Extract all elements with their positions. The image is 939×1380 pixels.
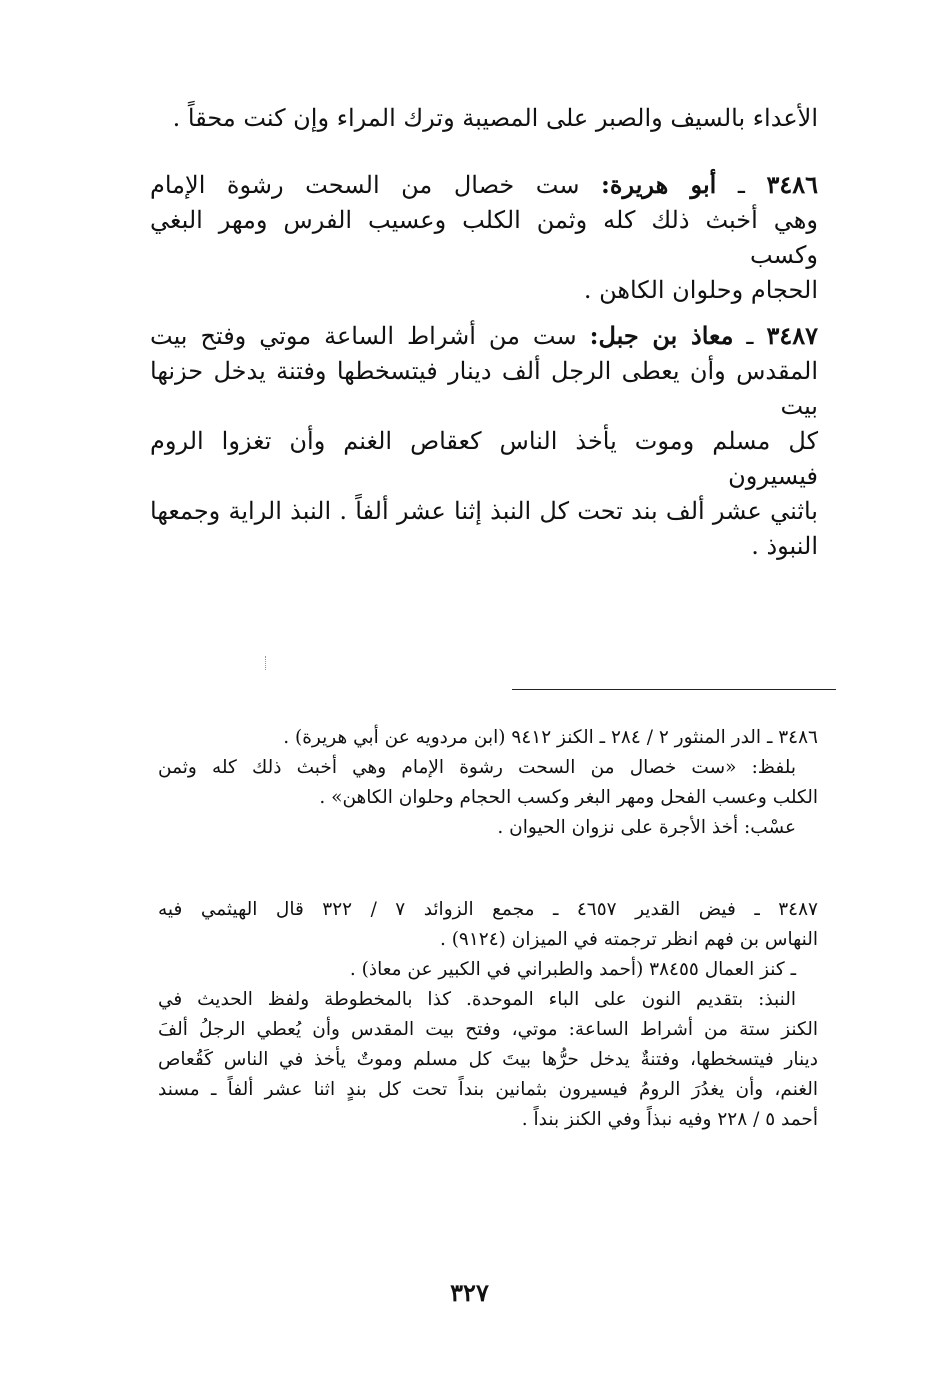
footnote-line: النبذ: بتقديم النون على الباء الموحدة. كذا بالمخطوطة ولفظ الحديث في [158,989,796,1010]
intro-paragraph [150,101,818,136]
hadith-line: باثني عشر ألف بند تحت كل النبذ إثنا عشر ألفاً . النبذ الراية وجمعها [150,497,818,525]
scan-speck [265,656,269,670]
hadith-number: ٣٤٨٧ [766,321,818,350]
footnote-line: بلفظ: «ست خصال من السحت رشوة الإمام وهي أخبث ذلك كله وثمن [158,757,796,778]
hadith-line: المقدس وأن يعطى الرجل ألف دينار فيتسخطها وفتنة يدخل حزنها بيت [150,357,818,420]
footnote-line: ـ كنز العمال ٣٨٤٥٥ (أحمد والطبراني في الكبير عن معاذ) . [349,959,796,980]
hadith-line: وهي أخبث ذلك كله وثمن الكلب وعسيب الفرس ومهر البغي وكسب [150,206,818,269]
footnote-line: عسْب: أخذ الأجرة على نزوان الحيوان . [497,817,796,838]
hadith-3487 [150,318,818,564]
narrator-name: أبو هريرة: [601,170,717,199]
hadith-3486 [150,167,818,308]
hadith-line: النبوذ . [751,532,818,560]
footnote-3487 [158,895,818,1135]
narrator-name: معاذ بن جبل: [589,321,734,350]
intro-line: الأعداء بالسيف والصبر على المصيبة وترك المراء وإن كنت محقاً . [172,104,818,132]
hadith-line: الحجام وحلوان الكاهن . [583,276,818,304]
hadith-line: ٣٤٨٧ ـ معاذ بن جبل: ست من أشراط الساعة موتي وفتح بيت [150,321,818,350]
footnote-line: ٣٤٨٦ ـ الدر المنثور ٢ / ٢٨٤ ـ الكنز ٩٤١٢ (ابن مردويه عن أبي هريرة) . [283,727,818,748]
footnote-line: أحمد ٥ / ٢٢٨ وفيه نبذاً وفي الكنز بنداً . [521,1109,818,1130]
footnote-3486 [158,723,818,843]
footnote-line: الكلب وعسب الفحل ومهر البغر وكسب الحجام وحلوان الكاهن» . [319,787,818,808]
page-number: ٣٢٧ [450,1278,489,1307]
hadith-line: ٣٤٨٦ ـ أبو هريرة: ست خصال من السحت رشوة الإمام [150,170,818,199]
footnote-line: ٣٤٨٧ ـ فيض القدير ٤٦٥٧ ـ مجمع الزوائد ٧ / ٣٢٢ قال الهيثمي فيه [158,899,818,920]
footnote-divider [512,689,836,690]
hadith-number: ٣٤٨٦ [766,170,818,199]
footnote-line: الغنم، وأن يغدُرَ الرومُ فيسيرون بثمانين بنداً تحت كل بندٍ اثنا عشر ألفاً ـ مسند [158,1079,818,1100]
footnote-line: الكنز ستة من أشراط الساعة: موتي، وفتح بيت المقدس وأن يُعطي الرجلُ ألفَ [158,1019,818,1040]
footnote-line: النهاس بن فهم انظر ترجمته في الميزان (٩١٢٤) . [439,929,818,950]
footnote-line: دينار فيتسخطها، وفتنةٌ يدخل حرُّها بيتَ كل مسلم وموتٌ يأخذ في الناس كَقُعاص [158,1049,818,1070]
hadith-line: كل مسلم وموت يأخذ الناس كعقاص الغنم وأن تغزوا الروم فيسيرون [150,427,818,490]
